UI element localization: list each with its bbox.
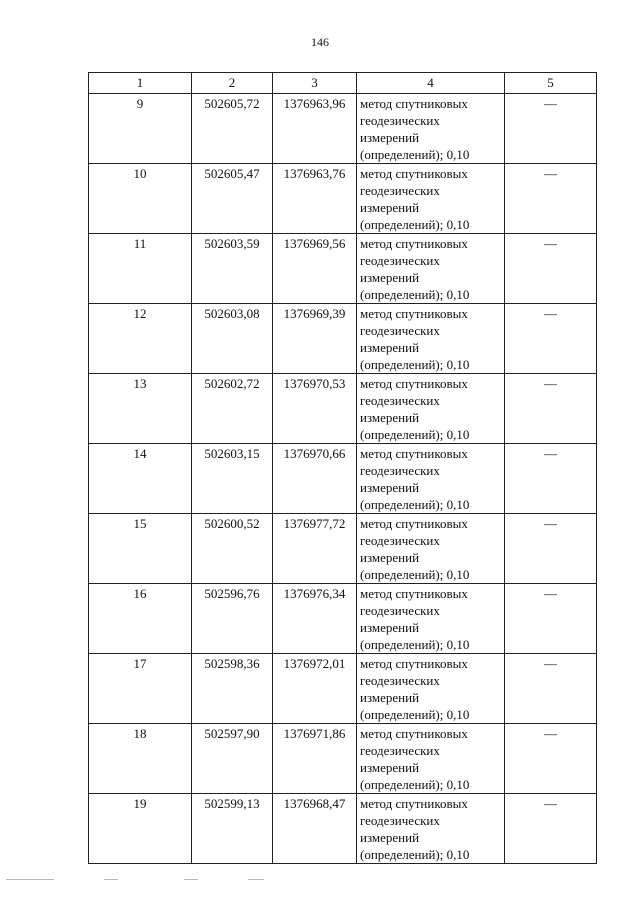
note-dash: — [505, 234, 597, 304]
coord-x: 502605,72 [192, 94, 273, 164]
point-number: 11 [89, 234, 192, 304]
table-row [89, 374, 597, 444]
table-row [89, 234, 597, 304]
table-row [89, 724, 597, 794]
table-row [89, 304, 597, 374]
coord-x: 502603,08 [192, 304, 273, 374]
note-dash: — [505, 374, 597, 444]
method-description: метод спутниковых геодезических измерений (определений); 0,10 [357, 794, 505, 864]
method-description: метод спутниковых геодезических измерений (определений); 0,10 [357, 584, 505, 654]
coord-x: 502603,59 [192, 234, 273, 304]
coord-x: 502602,72 [192, 374, 273, 444]
coord-y: 1376970,66 [273, 444, 357, 514]
point-number: 12 [89, 304, 192, 374]
table-row [89, 794, 597, 864]
coord-x: 502605,47 [192, 164, 273, 234]
coord-x: 502596,76 [192, 584, 273, 654]
method-description: метод спутниковых геодезических измерений (определений); 0,10 [357, 304, 505, 374]
coord-y: 1376976,34 [273, 584, 357, 654]
table-row [89, 514, 597, 584]
header-col-2: 2 [192, 73, 273, 94]
coord-x: 502603,15 [192, 444, 273, 514]
page-number: 146 [311, 35, 329, 49]
point-number: 17 [89, 654, 192, 724]
note-dash: — [505, 94, 597, 164]
method-description: метод спутниковых геодезических измерений (определений); 0,10 [357, 654, 505, 724]
coord-y: 1376969,39 [273, 304, 357, 374]
coord-x: 502597,90 [192, 724, 273, 794]
coord-y: 1376969,56 [273, 234, 357, 304]
note-dash: — [505, 584, 597, 654]
method-description: метод спутниковых геодезических измерений (определений); 0,10 [357, 164, 505, 234]
point-number: 14 [89, 444, 192, 514]
note-dash: — [505, 444, 597, 514]
method-description: метод спутниковых геодезических измерений (определений); 0,10 [357, 444, 505, 514]
coord-x: 502599,13 [192, 794, 273, 864]
note-dash: — [505, 164, 597, 234]
note-dash: — [505, 794, 597, 864]
table-header [89, 73, 597, 94]
coord-x: 502600,52 [192, 514, 273, 584]
note-dash: — [505, 654, 597, 724]
coord-y: 1376971,86 [273, 724, 357, 794]
table-row [89, 444, 597, 514]
note-dash: — [505, 514, 597, 584]
coordinates-table [88, 72, 597, 864]
table-row [89, 164, 597, 234]
header-col-4: 4 [357, 73, 505, 94]
scan-footer-marks [0, 877, 300, 883]
note-dash: — [505, 304, 597, 374]
point-number: 15 [89, 514, 192, 584]
point-number: 10 [89, 164, 192, 234]
point-number: 13 [89, 374, 192, 444]
table-row [89, 654, 597, 724]
coord-y: 1376963,76 [273, 164, 357, 234]
coord-y: 1376977,72 [273, 514, 357, 584]
table-body [89, 94, 597, 864]
point-number: 9 [89, 94, 192, 164]
method-description: метод спутниковых геодезических измерений (определений); 0,10 [357, 374, 505, 444]
note-dash: — [505, 724, 597, 794]
table-row [89, 584, 597, 654]
coord-x: 502598,36 [192, 654, 273, 724]
point-number: 19 [89, 794, 192, 864]
method-description: метод спутниковых геодезических измерений (определений); 0,10 [357, 724, 505, 794]
method-description: метод спутниковых геодезических измерений (определений); 0,10 [357, 514, 505, 584]
coord-y: 1376968,47 [273, 794, 357, 864]
method-description: метод спутниковых геодезических измерений (определений); 0,10 [357, 234, 505, 304]
header-col-5: 5 [505, 73, 597, 94]
coord-y: 1376972,01 [273, 654, 357, 724]
table-row [89, 94, 597, 164]
method-description: метод спутниковых геодезических измерений (определений); 0,10 [357, 94, 505, 164]
point-number: 16 [89, 584, 192, 654]
coord-y: 1376970,53 [273, 374, 357, 444]
header-col-1: 1 [89, 73, 192, 94]
header-row [89, 73, 597, 94]
coord-y: 1376963,96 [273, 94, 357, 164]
point-number: 18 [89, 724, 192, 794]
header-col-3: 3 [273, 73, 357, 94]
